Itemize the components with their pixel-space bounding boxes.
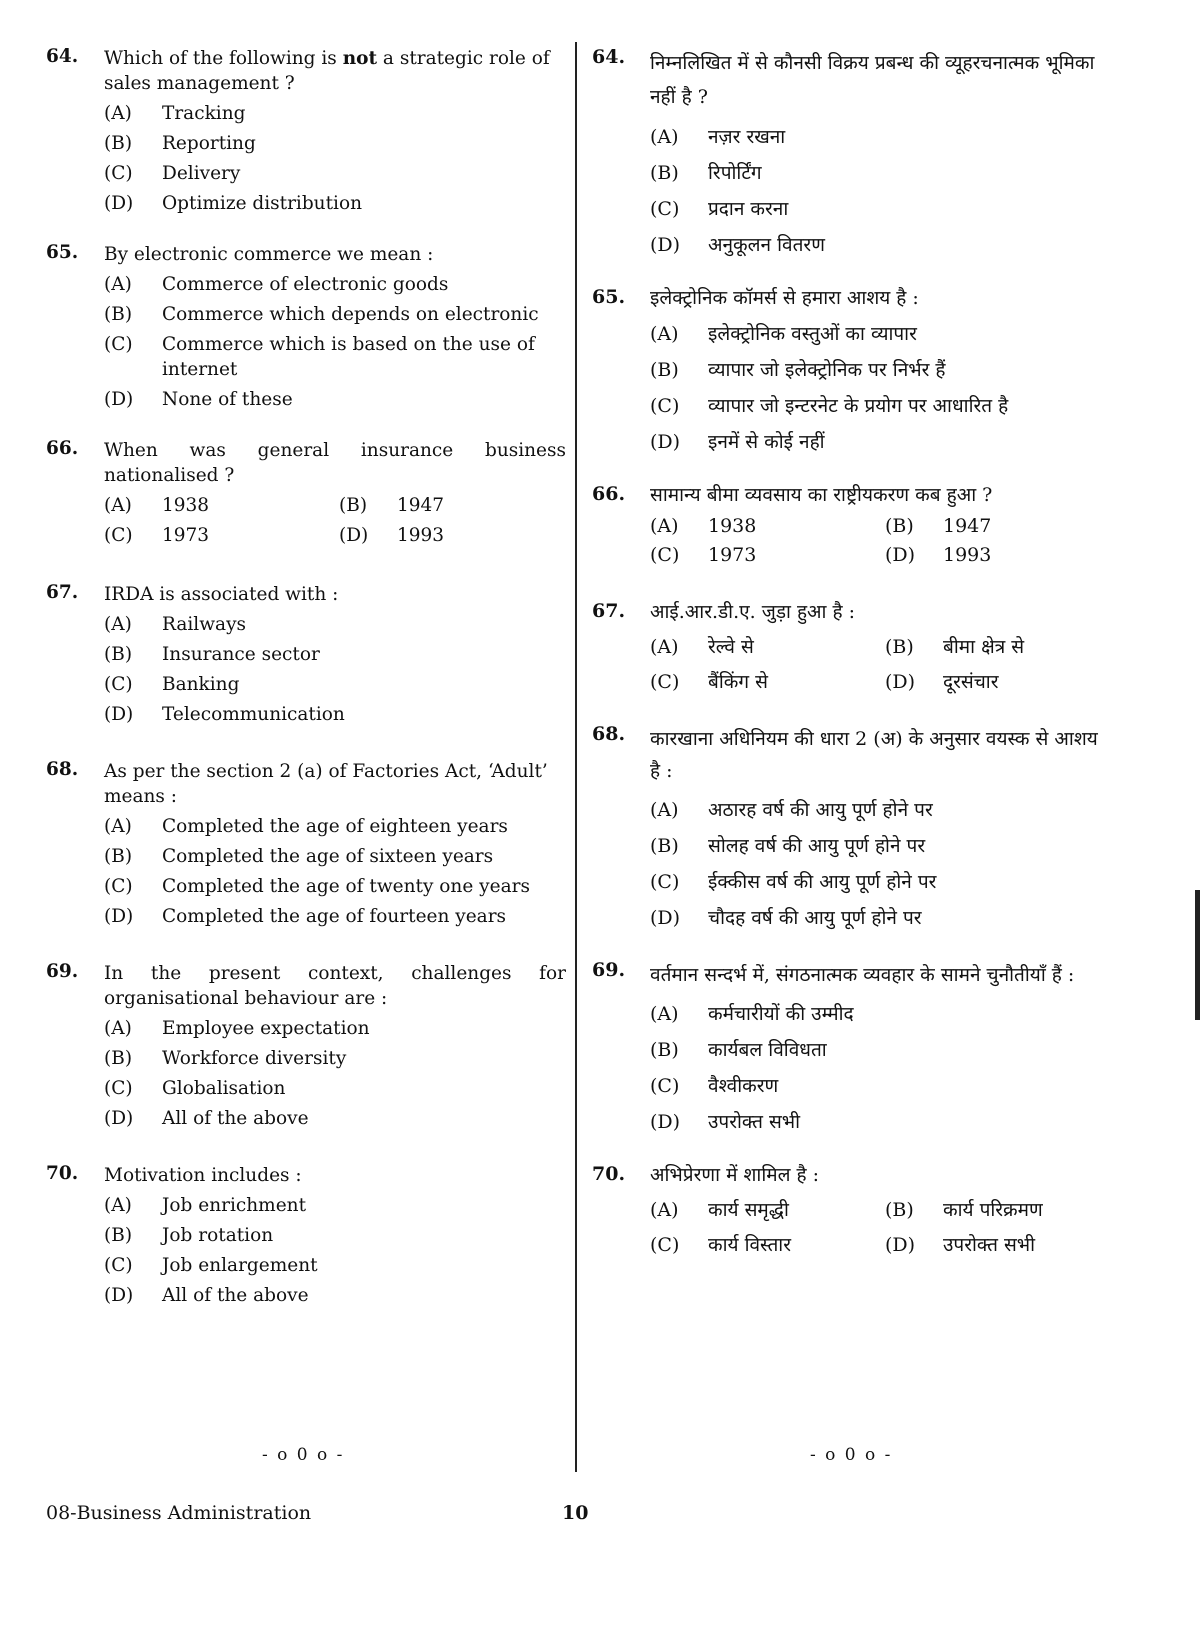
- option-c: [650, 1233, 885, 1258]
- option-label: (A): [104, 816, 132, 837]
- question-text: सामान्य बीमा व्यवसाय का राष्ट्रीयकरण कब हुआ ?: [650, 484, 993, 506]
- option-label: (B): [104, 133, 133, 154]
- option-text: Commerce of electronic goods: [162, 274, 449, 295]
- option-text: Completed the age of eighteen years: [162, 816, 508, 837]
- option-label: (C): [650, 871, 680, 893]
- option-b: [104, 1223, 566, 1248]
- option-text: Insurance sector: [162, 644, 320, 665]
- question-69-hi: [592, 959, 1112, 1135]
- option-label: (D): [104, 389, 134, 410]
- option-label: (D): [650, 907, 681, 929]
- option-a: [104, 101, 566, 126]
- option-label: (A): [650, 799, 679, 821]
- option-label: (D): [104, 704, 134, 725]
- option-text: Job rotation: [162, 1225, 274, 1246]
- option-a: [650, 322, 1112, 347]
- question-66-hi: [592, 483, 1112, 568]
- option-text: 1993: [397, 525, 445, 546]
- option-text: 1947: [943, 515, 992, 537]
- english-column: [46, 46, 566, 1308]
- option-label: (C): [104, 1078, 133, 1099]
- option-text: Commerce which is based on the use of internet: [162, 334, 535, 380]
- option-label: (C): [104, 1255, 133, 1276]
- option-text: कार्य समृद्धी: [708, 1199, 789, 1221]
- option-label: (A): [650, 636, 679, 658]
- question-text: इलेक्ट्रोनिक कॉमर्स से हमारा आशय है :: [650, 287, 919, 309]
- option-label: (D): [339, 525, 369, 546]
- question-text: Motivation includes :: [104, 1165, 302, 1186]
- question-number: 64.: [46, 46, 79, 67]
- option-text: Optimize distribution: [162, 193, 363, 214]
- option-text: व्यापार जो इलेक्ट्रोनिक पर निर्भर हैं: [708, 359, 946, 381]
- option-label: (D): [650, 234, 681, 256]
- question-67-hi: [592, 600, 1112, 695]
- option-c: [104, 672, 566, 697]
- option-label: (D): [104, 906, 134, 927]
- option-a: [650, 635, 885, 660]
- option-label: (B): [650, 835, 679, 857]
- option-b: [650, 161, 1112, 186]
- option-label: (C): [104, 525, 133, 546]
- question-65-hi: [592, 286, 1112, 455]
- option-d: [885, 543, 1085, 568]
- option-text: 1938: [162, 495, 210, 516]
- option-text: कर्मचारीयों की उम्मीद: [708, 1003, 854, 1025]
- option-label: (A): [104, 1018, 132, 1039]
- question-70-en: [46, 1163, 566, 1308]
- option-label: (C): [650, 671, 680, 693]
- option-c: [650, 870, 1112, 895]
- option-d: [650, 906, 1112, 931]
- question-66-en: [46, 438, 566, 548]
- option-d: [104, 387, 566, 412]
- option-c: [104, 332, 566, 382]
- option-text: Workforce diversity: [162, 1048, 347, 1069]
- question-69-en: [46, 961, 566, 1131]
- option-text: उपरोक्त सभी: [708, 1111, 801, 1133]
- question-text: निम्नलिखित में से कौनसी विक्रय प्रबन्ध की व्यूहरचनात्मक भूमिका नहीं है ?: [650, 52, 1095, 108]
- option-text: दूरसंचार: [943, 671, 999, 693]
- option-label: (D): [104, 1285, 134, 1306]
- option-label: (C): [650, 1075, 680, 1097]
- option-a: [104, 612, 566, 637]
- question-number: 64.: [592, 46, 626, 68]
- option-text: अठारह वर्ष की आयु पूर्ण होने पर: [708, 799, 933, 821]
- option-text: Completed the age of fourteen years: [162, 906, 507, 927]
- option-b: [650, 358, 1112, 383]
- question-text: कारखाना अधिनियम की धारा 2 (अ) के अनुसार वयस्क से आशय है :: [650, 728, 1098, 782]
- question-text: आई.आर.डी.ए. जुड़ा हुआ है :: [650, 601, 856, 623]
- option-text: नज़र रखना: [708, 126, 786, 148]
- option-label: (C): [650, 1234, 680, 1256]
- option-text: इलेक्ट्रोनिक वस्तुओं का व्यापार: [708, 323, 917, 345]
- option-label: (C): [650, 395, 680, 417]
- question-text-part: Which of the following is: [104, 48, 343, 69]
- option-text: इनमें से कोई नहीं: [708, 431, 825, 453]
- question-number: 65.: [592, 286, 626, 308]
- option-label: (C): [104, 334, 133, 355]
- option-label: (A): [650, 126, 679, 148]
- option-text: ईक्कीस वर्ष की आयु पूर्ण होने पर: [708, 871, 937, 893]
- option-c: [650, 1074, 1112, 1099]
- option-text: Job enlargement: [162, 1255, 318, 1276]
- column-divider: [575, 42, 577, 1472]
- option-label: (D): [104, 193, 134, 214]
- option-text: Tracking: [162, 103, 246, 124]
- option-label: (A): [104, 274, 132, 295]
- question-number: 67.: [46, 582, 79, 603]
- option-text: Employee expectation: [162, 1018, 370, 1039]
- question-text: When was general insurance business nationalised ?: [104, 440, 566, 486]
- option-label: (D): [885, 1234, 916, 1256]
- option-label: (B): [104, 846, 133, 867]
- option-c: [104, 1253, 566, 1278]
- question-text: By electronic commerce we mean :: [104, 244, 434, 265]
- question-number: 69.: [592, 959, 626, 981]
- option-label: (B): [104, 304, 133, 325]
- option-a: [104, 1193, 566, 1218]
- option-d: [104, 1283, 566, 1308]
- option-b: [885, 635, 1085, 660]
- option-label: (A): [104, 1195, 132, 1216]
- question-text-part: a strategic role of sales management ?: [104, 48, 550, 94]
- option-text: All of the above: [162, 1108, 309, 1129]
- option-c: [104, 1076, 566, 1101]
- option-a: [104, 814, 566, 839]
- option-label: (B): [104, 644, 133, 665]
- option-text: प्रदान करना: [708, 198, 789, 220]
- end-mark-hindi: - o 0 o -: [810, 1445, 893, 1465]
- question-65-en: [46, 242, 566, 412]
- option-a: [650, 798, 1112, 823]
- option-label: (C): [104, 674, 133, 695]
- option-b: [104, 131, 566, 156]
- option-text: कार्य परिक्रमण: [943, 1199, 1043, 1221]
- option-d: [104, 1106, 566, 1131]
- question-number: 70.: [46, 1163, 79, 1184]
- option-a: [104, 272, 566, 297]
- question-text-emphasis: not: [342, 48, 378, 69]
- footer-page-number: 10: [562, 1502, 589, 1524]
- option-label: (D): [650, 1111, 681, 1133]
- option-c: [650, 394, 1112, 419]
- option-text: 1938: [708, 515, 757, 537]
- option-b: [104, 642, 566, 667]
- question-text: In the present context, challenges for organisational behaviour are :: [104, 963, 566, 1009]
- question-number: 68.: [46, 759, 79, 780]
- option-text: 1973: [708, 544, 757, 566]
- option-text: बैंकिंग से: [708, 671, 768, 693]
- question-number: 69.: [46, 961, 79, 982]
- option-text: वैश्वीकरण: [708, 1075, 779, 1097]
- option-c: [104, 161, 566, 186]
- page-edge-mark: [1195, 890, 1200, 1020]
- option-text: 1947: [397, 495, 445, 516]
- option-text: Railways: [162, 614, 247, 635]
- question-text: As per the section 2 (a) of Factories Act, ‘Adult’ means :: [104, 761, 548, 807]
- option-text: Delivery: [162, 163, 241, 184]
- option-label: (A): [650, 1199, 679, 1221]
- option-d: [885, 1233, 1085, 1258]
- option-b: [339, 493, 539, 518]
- question-68-en: [46, 759, 566, 929]
- footer-subject: 08-Business Administration: [46, 1502, 312, 1524]
- option-label: (C): [650, 198, 680, 220]
- option-c: [104, 874, 566, 899]
- question-number: 66.: [46, 438, 79, 459]
- option-text: Reporting: [162, 133, 256, 154]
- question-number: 70.: [592, 1163, 626, 1185]
- option-text: Completed the age of twenty one years: [162, 876, 530, 897]
- option-label: (B): [650, 359, 679, 381]
- option-b: [650, 1038, 1112, 1063]
- option-b: [104, 844, 566, 869]
- option-text: Job enrichment: [162, 1195, 307, 1216]
- option-a: [650, 125, 1112, 150]
- option-d: [885, 670, 1085, 695]
- option-label: (D): [650, 431, 681, 453]
- option-text: None of these: [162, 389, 293, 410]
- option-label: (B): [885, 515, 914, 537]
- option-text: Commerce which depends on electronic: [162, 304, 539, 325]
- option-label: (A): [650, 1003, 679, 1025]
- option-label: (B): [104, 1048, 133, 1069]
- end-mark-english: - o 0 o -: [262, 1445, 345, 1465]
- option-d: [650, 430, 1112, 455]
- question-text: IRDA is associated with :: [104, 584, 339, 605]
- option-label: (A): [104, 103, 132, 124]
- option-label: (A): [104, 495, 132, 516]
- option-text: कार्यबल विविधता: [708, 1039, 827, 1061]
- question-70-hi: [592, 1163, 1112, 1258]
- question-64-hi: [592, 46, 1112, 258]
- option-label: (C): [104, 163, 133, 184]
- option-label: (B): [339, 495, 368, 516]
- option-label: (B): [885, 636, 914, 658]
- option-text: 1973: [162, 525, 210, 546]
- option-a: [650, 514, 885, 539]
- option-text: सोलह वर्ष की आयु पूर्ण होने पर: [708, 835, 926, 857]
- option-label: (A): [650, 515, 679, 537]
- option-c: [104, 523, 339, 548]
- option-text: रिपोर्टिंग: [708, 162, 762, 184]
- option-c: [650, 543, 885, 568]
- question-number: 67.: [592, 600, 626, 622]
- option-label: (D): [885, 544, 916, 566]
- question-text: [104, 46, 566, 96]
- option-text: All of the above: [162, 1285, 309, 1306]
- option-label: (C): [104, 876, 133, 897]
- option-text: Telecommunication: [162, 704, 345, 725]
- option-label: (B): [650, 162, 679, 184]
- question-67-en: [46, 582, 566, 727]
- option-b: [650, 834, 1112, 859]
- option-b: [885, 1198, 1085, 1223]
- option-label: (B): [885, 1199, 914, 1221]
- option-label: (C): [650, 544, 680, 566]
- question-text: अभिप्रेरणा में शामिल है :: [650, 1164, 820, 1186]
- option-text: Banking: [162, 674, 240, 695]
- option-a: [650, 1002, 1112, 1027]
- option-a: [104, 1016, 566, 1041]
- option-d: [339, 523, 539, 548]
- question-64-en: [46, 46, 566, 216]
- question-68-hi: [592, 723, 1112, 931]
- option-label: (D): [885, 671, 916, 693]
- option-text: व्यापार जो इन्टरनेट के प्रयोग पर आधारित है: [708, 395, 1009, 417]
- option-a: [650, 1198, 885, 1223]
- option-text: Globalisation: [162, 1078, 286, 1099]
- option-label: (A): [104, 614, 132, 635]
- option-d: [650, 1110, 1112, 1135]
- option-text: कार्य विस्तार: [708, 1234, 791, 1256]
- option-label: (D): [104, 1108, 134, 1129]
- option-label: (B): [650, 1039, 679, 1061]
- option-text: बीमा क्षेत्र से: [943, 636, 1025, 658]
- option-text: रेल्वे से: [708, 636, 754, 658]
- option-d: [104, 191, 566, 216]
- option-text: उपरोक्त सभी: [943, 1234, 1036, 1256]
- option-text: चौदह वर्ष की आयु पूर्ण होने पर: [708, 907, 922, 929]
- question-number: 66.: [592, 483, 626, 505]
- question-number: 68.: [592, 723, 626, 745]
- option-text: 1993: [943, 544, 992, 566]
- option-d: [104, 904, 566, 929]
- option-text: अनुकूलन वितरण: [708, 234, 825, 256]
- option-b: [104, 1046, 566, 1071]
- option-b: [885, 514, 1085, 539]
- option-c: [650, 197, 1112, 222]
- option-label: (A): [650, 323, 679, 345]
- option-b: [104, 302, 566, 327]
- option-a: [104, 493, 339, 518]
- option-text: Completed the age of sixteen years: [162, 846, 494, 867]
- option-label: (B): [104, 1225, 133, 1246]
- hindi-column: [592, 46, 1112, 1258]
- option-d: [104, 702, 566, 727]
- option-c: [650, 670, 885, 695]
- option-d: [650, 233, 1112, 258]
- question-text: वर्तमान सन्दर्भ में, संगठनात्मक व्यवहार के सामने चुनौतीयाँ हैं :: [650, 964, 1075, 986]
- question-number: 65.: [46, 242, 79, 263]
